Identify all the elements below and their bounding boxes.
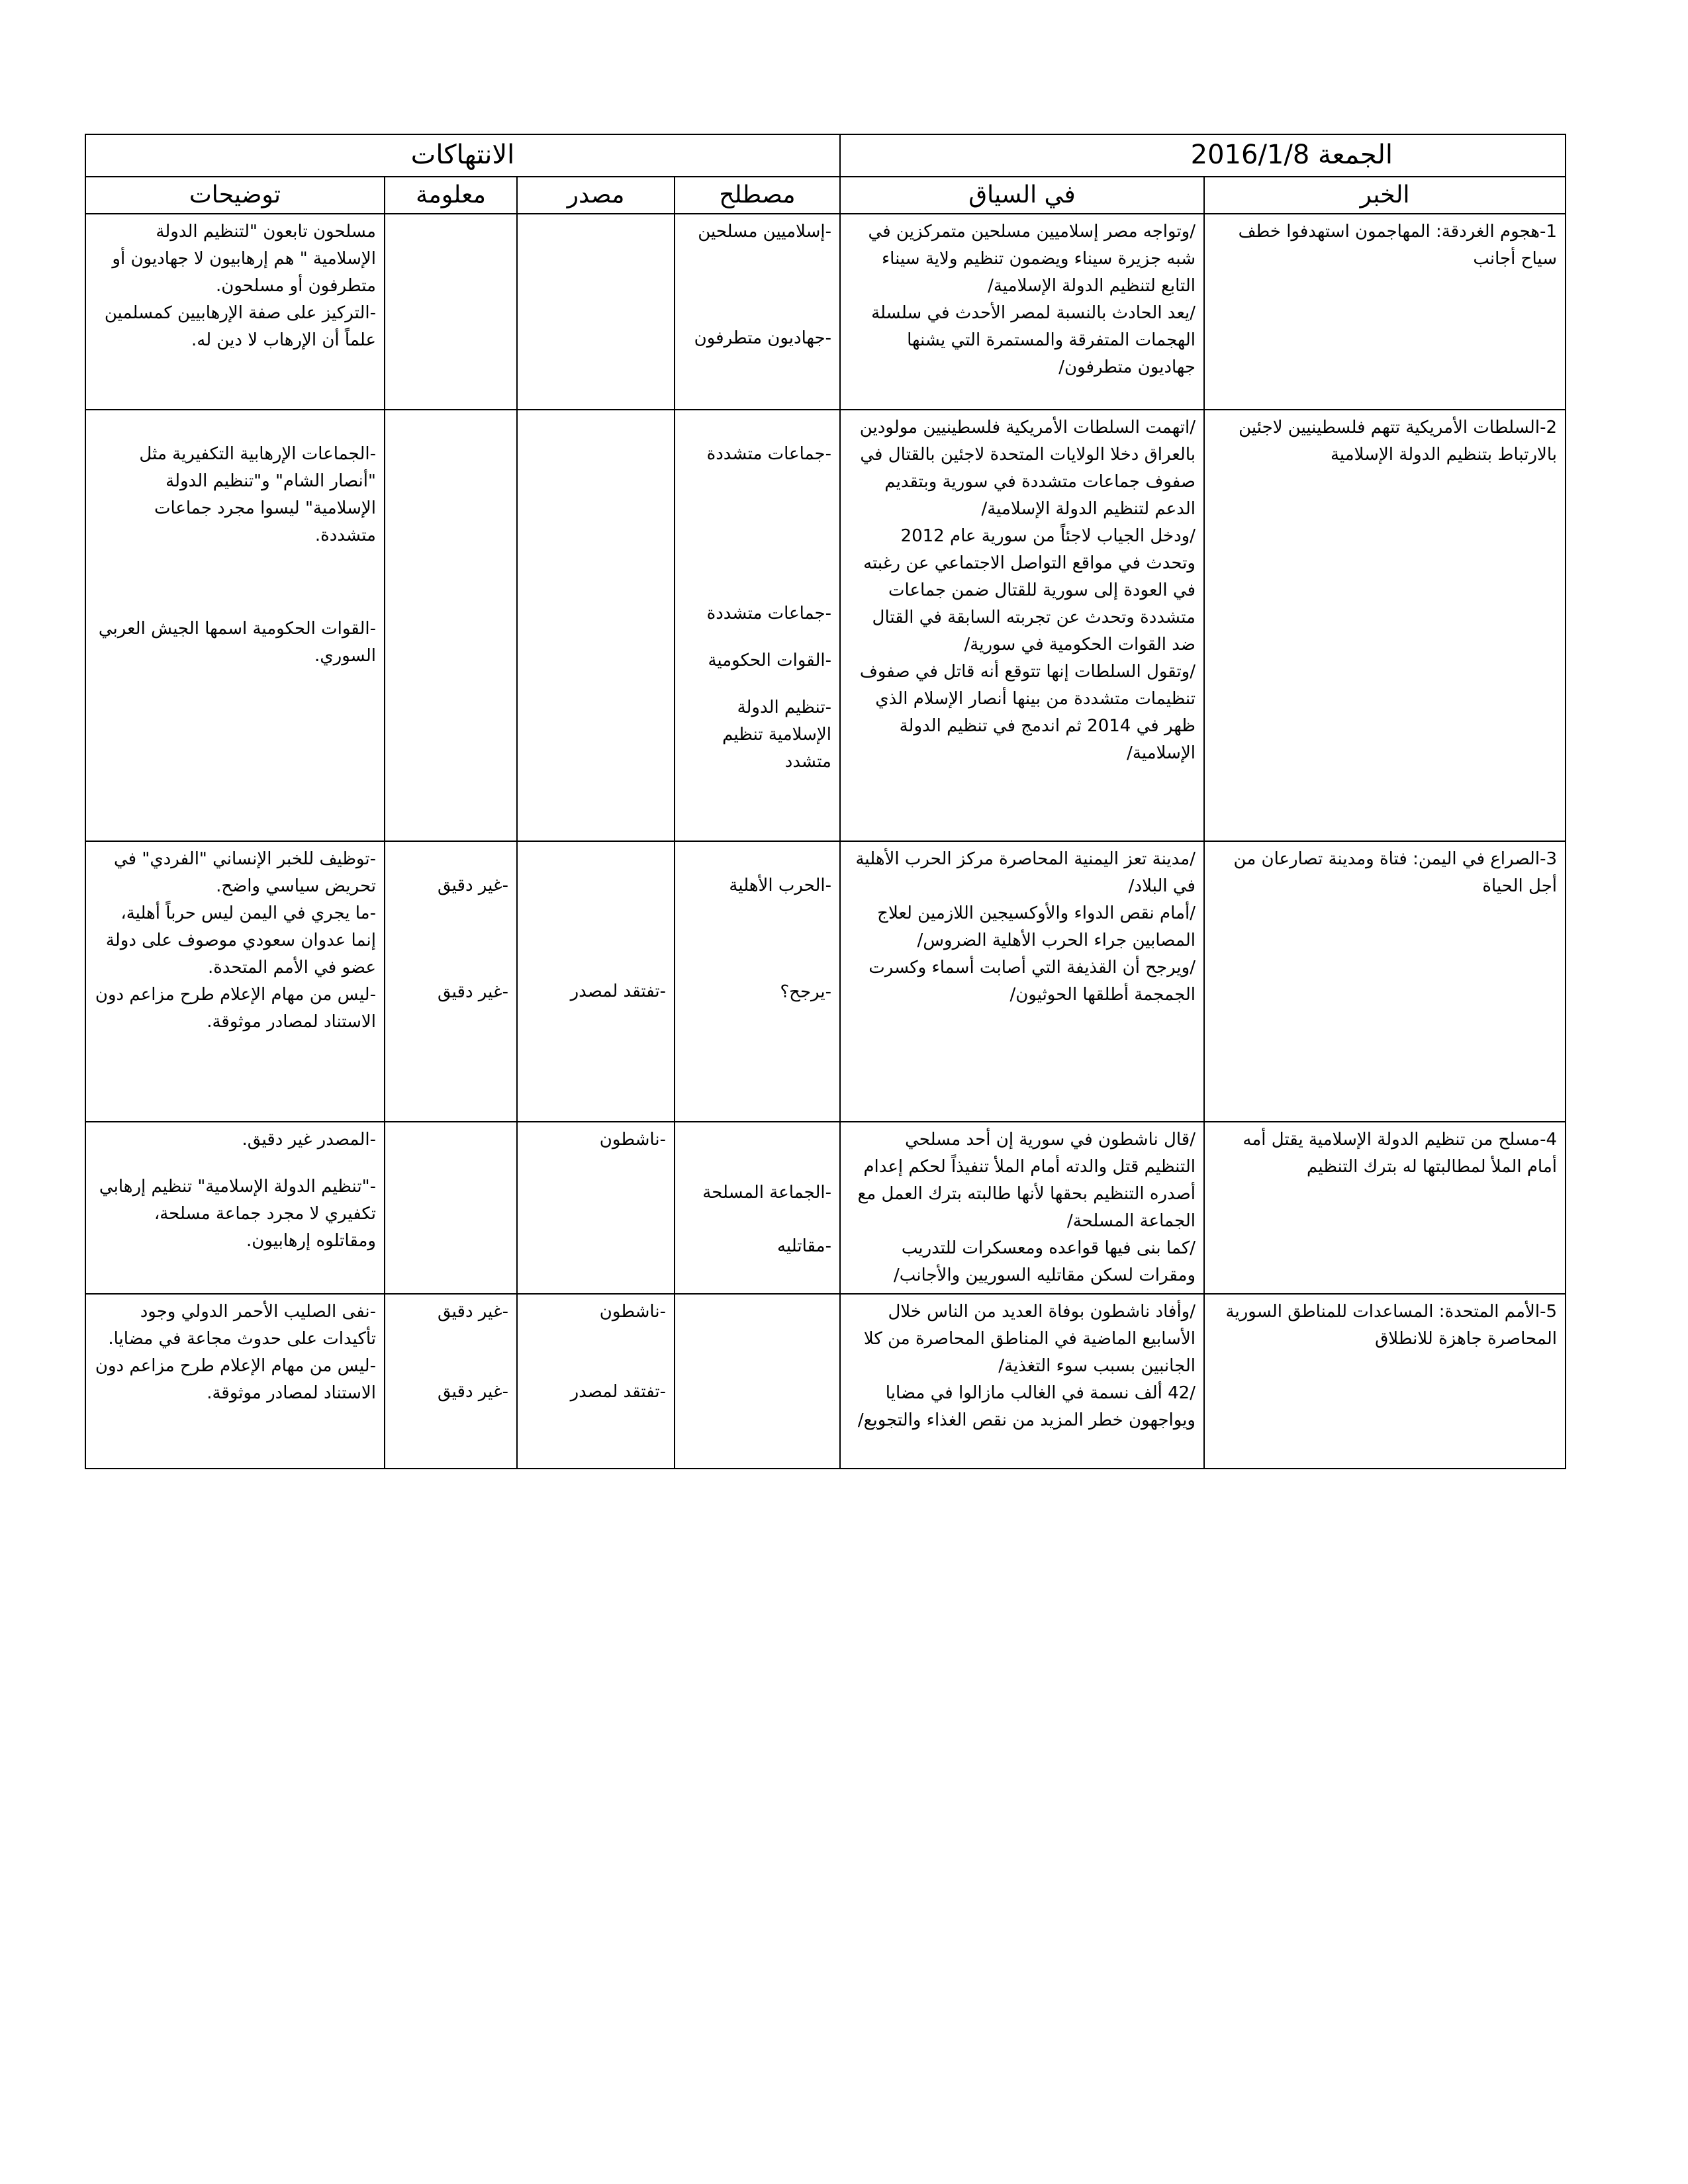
term-text: -جماعات متشددة [706,604,831,623]
source-text: -ناشطون [599,1130,666,1150]
term-cell [675,410,840,841]
table-row [85,1294,1566,1469]
source-cell [517,1122,675,1294]
news-text: 1-هجوم الغردقة: المهاجمون استهدفوا خطف سياح أجانب [1238,222,1557,269]
col-header-info: معلومة [385,177,517,214]
notes-text: -القوات الحكومية اسمها الجيش العربي السوري. [98,619,376,666]
news-text: 3-الصراع في اليمن: فتاة ومدينة تصارعان من أجل الحياة [1233,849,1557,896]
column-header-row [85,177,1566,214]
news-text: 5-الأمم المتحدة: المساعدات للمناطق السورية المحاصرة جاهزة للانطلاق [1225,1302,1557,1349]
news-cell [1204,841,1566,1122]
context-text: /قال ناشطون في سورية إن أحد مسلحي التنظيم قتل والدته أمام الملأ تنفيذاً لحكم إعدام أصدره التنظيم بحقها لأنها طالبته بترك العمل مع الجماعة المسلحة/ /كما بنى فيها قواعده ومعسكرات للتدريب ومقرات لسكن مقاتليه السوريين والأجانب/ [857,1130,1196,1285]
term-cell [675,1294,840,1469]
notes-text: -"تنظيم الدولة الإسلامية" تنظيم إرهابي تكفيري لا مجرد جماعة مسلحة، ومقاتلوه إرهابيون. [99,1177,376,1251]
term-text: -يرجح؟ [780,982,831,1002]
notes-text: مسلحون تابعون "لتنظيم الدولة الإسلامية " هم إرهابيون لا جهاديون أو متطرفون أو مسلحون. -التركيز على صفة الإرهابيين كمسلمين علماً أن الإرهاب لا دين له. [104,222,376,350]
notes-text: -نفى الصليب الأحمر الدولي وجود تأكيدات على حدوث مجاعة في مضايا. -ليس من مهام الإعلام طرح مزاعم دون الاستناد لمصادر موثوقة. [95,1302,376,1403]
title-row [85,134,1566,177]
notes-text: -توظيف للخبر الإنساني "الفردي" في تحريض سياسي واضح. -ما يجري في اليمن ليس حرباً أهلية، إنما عدوان سعودي موصوف على دولة عضو في الأمم المتحدة. -ليس من مهام الإعلام طرح مزاعم دون الاستناد لمصادر موثوقة. [95,849,376,1032]
violations-table [85,134,1566,1469]
news-cell [1204,1122,1566,1294]
term-text: -إسلاميين مسلحين [698,222,831,242]
col-header-term: مصطلح [675,177,840,214]
source-cell [517,1294,675,1469]
info-cell [385,1122,517,1294]
table-row [85,1122,1566,1294]
news-cell [1204,1294,1566,1469]
context-cell [840,214,1204,410]
context-cell [840,1122,1204,1294]
term-cell [675,1122,840,1294]
violations-table-document [86,134,1566,1469]
notes-text: -المصدر غير دقيق. [242,1130,376,1150]
context-cell [840,410,1204,841]
news-text: 4-مسلح من تنظيم الدولة الإسلامية يقتل أمه أمام الملأ لمطالبتها له بترك التنظيم [1243,1130,1557,1177]
info-text: -غير دقيق [438,1302,508,1322]
table-row [85,841,1566,1122]
date-heading: الجمعة 2016/1/8 [840,134,1566,177]
term-text: -تنظيم الدولة الإسلامية تنظيم متشدد [722,698,831,772]
col-header-context: في السياق [840,177,1204,214]
notes-text: -الجماعات الإرهابية التكفيرية مثل "أنصار الشام" و"تنظيم الدولة الإسلامية" ليسوا مجرد جماعات متشددة. [139,444,376,545]
news-cell [1204,410,1566,841]
info-cell [385,841,517,1122]
context-text: /وأفاد ناشطون بوفاة العديد من الناس خلال الأسابيع الماضية في المناطق المحاصرة من كلا الجانبين بسبب سوء التغذية/ /42 ألف نسمة في الغالب مازالوا في مضايا ويواجهون خطر المزيد من نقص الغذاء والتجويع/ [857,1302,1196,1430]
info-text: -غير دقيق [438,982,508,1002]
news-cell [1204,214,1566,410]
source-cell [517,410,675,841]
term-text: -الحرب الأهلية [729,876,831,895]
term-text: -الجماعة المسلحة [702,1183,831,1203]
term-text: -القوات الحكومية [708,651,831,670]
info-text: -غير دقيق [438,1382,508,1402]
context-cell [840,1294,1204,1469]
table-row [85,214,1566,410]
info-cell [385,410,517,841]
term-cell [675,214,840,410]
source-cell [517,214,675,410]
col-header-notes: توضيحات [85,177,385,214]
notes-cell [85,841,385,1122]
term-text: -مقاتليه [776,1236,831,1256]
context-text: /وتواجه مصر إسلاميين مسلحين متمركزين في شبه جزيرة سيناء ويضمون تنظيم ولاية سيناء التابع لتنظيم الدولة الإسلامية/ /يعد الحادث بالنسبة لمصر الأحدث في سلسلة الهجمات المتفرقة والمستمرة التي يشنها جهاديون متطرفون/ [868,222,1196,377]
term-text: -جماعات متشددة [706,444,831,464]
col-header-source: مصدر [517,177,675,214]
info-cell [385,1294,517,1469]
info-cell [385,214,517,410]
source-text: -ناشطون [599,1302,666,1322]
term-text: -جهاديون متطرفون [694,328,831,348]
context-text: /اتهمت السلطات الأمريكية فلسطينيين مولودين بالعراق دخلا الولايات المتحدة لاجئين بالقتال في صفوف جماعات متشددة في سورية وبتقديم الدعم لتنظيم الدولة الإسلامية/ /ودخل الجياب لاجئاً من سورية عام 2012 وتحدث في مواقع التواصل الاجتماعي عن رغبته في العودة إلى سورية للقتال ضمن جماعات متشددة وتحدث عن تجربته السابقة في القتال ضد القوات الحكومية في سورية/ /وتقول السلطات إنها تتوقع أنه قاتل في صفوف تنظيمات متشددة من بينها أنصار الإسلام الذي ظهر في 2014 ثم اندمج في تنظيم الدولة الإسلامية/ [859,418,1196,763]
source-cell [517,841,675,1122]
source-text: -تفتقد لمصدر [570,981,666,1001]
table-row [85,410,1566,841]
info-text: -غير دقيق [438,876,508,895]
context-cell [840,841,1204,1122]
term-cell [675,841,840,1122]
col-header-news: الخبر [1204,177,1566,214]
notes-cell [85,410,385,841]
news-text: 2-السلطات الأمريكية تتهم فلسطينيين لاجئين بالارتباط بتنظيم الدولة الإسلامية [1239,418,1557,465]
context-text: /مدينة تعز اليمنية المحاصرة مركز الحرب الأهلية في البلاد/ /أمام نقص الدواء والأوكسيجين اللازمين لعلاج المصابين جراء الحرب الأهلية الضروس/ /ويرجح أن القذيفة التي أصابت أسماء وكسرت الجمجمة أطلقها الحوثيون/ [855,849,1196,1005]
notes-cell [85,214,385,410]
violations-heading: الانتهاكات [85,134,840,177]
source-text: -تفتقد لمصدر [570,1382,666,1402]
notes-cell [85,1122,385,1294]
notes-cell [85,1294,385,1469]
